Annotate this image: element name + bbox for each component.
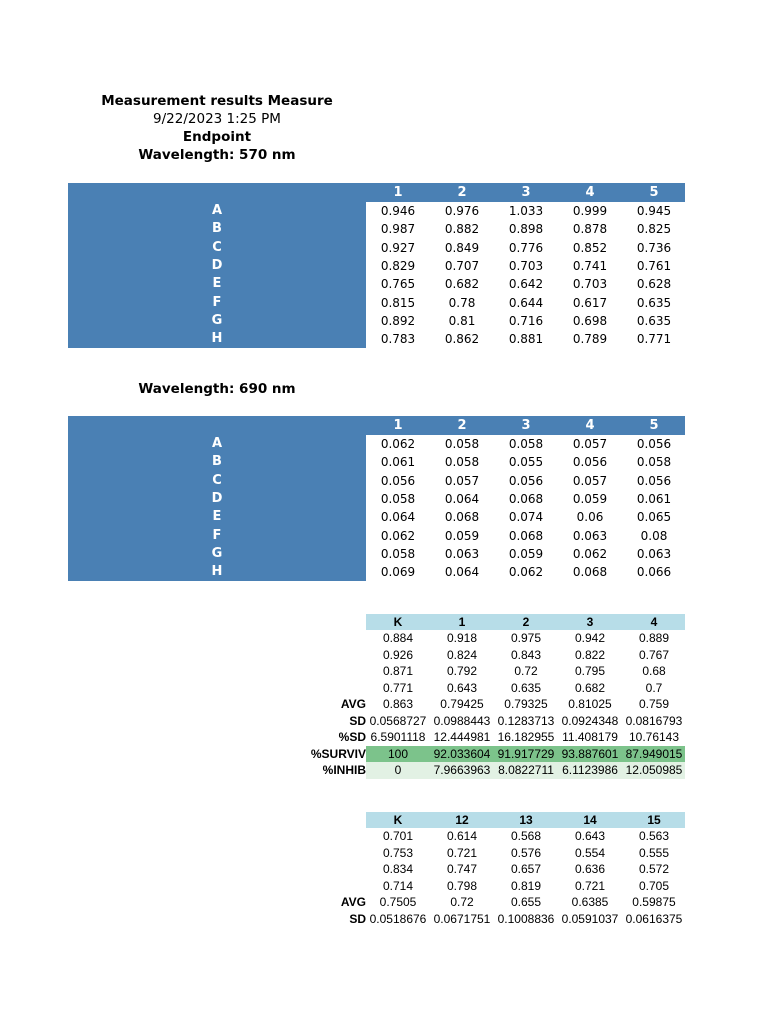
calc-value-cell: 0.767 — [638, 647, 670, 662]
calc-value-cell: 0.843 — [510, 647, 542, 662]
plate-cell: 0.927 — [380, 240, 416, 255]
plate-cell: 0.707 — [444, 258, 480, 273]
stat-value-cell: 0.863 — [382, 697, 414, 711]
plate-cell: 0.736 — [636, 240, 672, 255]
row-label: A — [211, 436, 223, 451]
calc-header-cell: K — [393, 615, 403, 629]
calc-value-cell: 0.822 — [574, 647, 606, 662]
plate-cell: 0.064 — [444, 491, 480, 506]
row-label: A — [211, 203, 223, 218]
calc-header-cell: 15 — [647, 813, 661, 827]
plate-cell: 0.635 — [636, 313, 672, 328]
plate-cell: 0.987 — [380, 222, 416, 237]
calc-value-cell: 0.657 — [510, 862, 542, 876]
plate-cell: 0.882 — [444, 222, 480, 237]
calc-header-cell: 4 — [650, 615, 658, 629]
stat-value-cell: 0.59875 — [632, 895, 676, 909]
calc-value-cell: 0.705 — [638, 878, 670, 893]
plate-cell: 0.642 — [508, 277, 544, 292]
stat-value-cell: 93.887601 — [561, 746, 619, 761]
calc-table-2 — [300, 812, 685, 930]
calc-value-cell: 0.753 — [382, 845, 414, 860]
read-mode: Endpoint — [182, 129, 252, 145]
calc-value-cell: 0.643 — [446, 680, 478, 695]
plate-cell: 0.741 — [572, 258, 608, 273]
plate-cell: 0.056 — [380, 473, 416, 488]
stat-label: %SD — [338, 730, 366, 744]
column-header: 4 — [585, 418, 595, 433]
row-label: B — [212, 221, 222, 237]
calc-value-cell: 0.824 — [446, 647, 478, 662]
calc-value-cell: 0.714 — [382, 878, 414, 893]
calc-header-cell: 1 — [458, 615, 466, 629]
stat-value-cell: 92.033604 — [433, 746, 491, 761]
row-label: E — [212, 276, 222, 292]
stat-value-cell: 0.72 — [450, 895, 474, 909]
plate-cell: 0.057 — [444, 473, 480, 488]
row-label: E — [212, 509, 222, 525]
plate-cell: 0.061 — [636, 491, 672, 506]
plate-cell: 0.068 — [572, 565, 608, 580]
plate-cell: 0.061 — [380, 455, 416, 470]
plate-cell: 0.976 — [444, 204, 480, 218]
report-datetime: 9/22/2023 1:25 PM — [153, 111, 281, 127]
calc-value-cell: 0.555 — [638, 845, 670, 860]
stat-label: SD — [349, 911, 366, 926]
plate-cell: 0.057 — [572, 437, 608, 451]
calc-value-cell: 0.795 — [574, 664, 606, 678]
column-header-bar — [366, 416, 685, 435]
calc-header-row — [366, 614, 685, 630]
calc-value-cell: 0.576 — [510, 845, 542, 860]
plate-cell: 0.062 — [508, 565, 544, 580]
plate-cell: 0.059 — [572, 491, 608, 506]
row-label: C — [212, 472, 222, 488]
plate-cell: 0.062 — [380, 528, 416, 543]
plate-cell: 0.862 — [444, 332, 480, 347]
plate-cell: 0.716 — [508, 313, 544, 328]
row-label: G — [211, 312, 223, 328]
plate-cell: 0.789 — [572, 332, 608, 347]
stat-value-cell: 0.759 — [638, 697, 670, 711]
calc-value-cell: 0.918 — [446, 631, 478, 645]
plate-cell: 0.055 — [508, 455, 544, 470]
plate-cell: 0.644 — [508, 295, 544, 310]
plate-cell: 0.783 — [380, 332, 416, 347]
plate-cell: 0.698 — [572, 313, 608, 328]
stat-value-cell: 8.0822711 — [498, 763, 554, 777]
stat-value-cell: 0.655 — [510, 895, 542, 909]
plate-cell: 0.064 — [444, 565, 480, 580]
plate-cell: 0.058 — [380, 546, 416, 561]
plate-cell: 0.058 — [380, 491, 416, 506]
plate-cell: 0.056 — [636, 437, 672, 451]
stat-value-cell: 0.1008836 — [497, 911, 555, 926]
plate-cell: 0.065 — [636, 510, 672, 525]
stat-value-cell: 100 — [387, 746, 409, 761]
plate-cell: 0.074 — [508, 510, 544, 525]
calc-value-cell: 0.819 — [510, 878, 542, 893]
stat-value-cell: 12.444981 — [433, 730, 491, 744]
calc-value-cell: 0.771 — [382, 680, 414, 695]
calc-value-cell: 0.926 — [382, 647, 414, 662]
stat-value-cell: 0.0816793 — [625, 713, 683, 728]
stat-value-cell: 0.0671751 — [433, 911, 491, 926]
stat-value-cell: 0.6385 — [571, 895, 609, 909]
plate-570-table — [68, 183, 685, 348]
stat-value-cell: 7.9663963 — [433, 763, 491, 777]
plate-cell: 0.062 — [380, 437, 416, 451]
plate-cell: 0.059 — [444, 528, 480, 543]
calc-value-cell: 0.889 — [638, 631, 670, 645]
plate-cell: 0.069 — [380, 565, 416, 580]
calc-value-cell: 0.884 — [382, 631, 414, 645]
row-label: B — [212, 454, 222, 470]
row-label: F — [212, 527, 222, 543]
plate-cell: 1.033 — [508, 204, 544, 218]
calc-value-cell: 0.721 — [446, 845, 478, 860]
stat-value-cell: 0.1283713 — [497, 713, 555, 728]
plate-cell: 0.628 — [636, 277, 672, 292]
calc-value-cell: 0.834 — [382, 862, 414, 876]
stat-value-cell: 16.182955 — [497, 730, 555, 744]
calc-value-cell: 0.643 — [574, 829, 606, 843]
stat-value-cell: 0.79325 — [504, 697, 548, 711]
plate-cell: 0.898 — [508, 222, 544, 237]
report-title: Measurement results Measure — [101, 93, 333, 109]
plate-cell: 0.066 — [636, 565, 672, 580]
column-header: 3 — [521, 418, 531, 433]
stat-value-cell: 0.0924348 — [561, 713, 619, 728]
plate-cell: 0.058 — [636, 455, 672, 470]
plate-cell: 0.682 — [444, 277, 480, 292]
plate-cell: 0.892 — [380, 313, 416, 328]
plate-cell: 0.056 — [508, 473, 544, 488]
calc-header-cell: 14 — [583, 813, 597, 827]
calc-value-cell: 0.635 — [510, 680, 542, 695]
calc-header-cell: 13 — [519, 813, 533, 827]
column-header: 3 — [521, 185, 531, 200]
stat-value-cell: 0.0616375 — [625, 911, 683, 926]
column-header-bar — [366, 183, 685, 202]
stat-value-cell: 10.76143 — [628, 730, 680, 744]
calc-value-cell: 0.701 — [382, 829, 414, 843]
calc-value-cell: 0.614 — [446, 829, 478, 843]
row-label: C — [212, 239, 222, 255]
calc-value-cell: 0.72 — [514, 664, 538, 678]
plate-cell: 0.703 — [508, 258, 544, 273]
calc-value-cell: 0.682 — [574, 680, 606, 695]
calc-value-cell: 0.975 — [510, 631, 542, 645]
plate-cell: 0.068 — [508, 491, 544, 506]
stat-value-cell: 12.050985 — [625, 763, 683, 777]
column-header: 5 — [649, 185, 659, 200]
column-header: 2 — [457, 185, 467, 200]
calc-value-cell: 0.721 — [574, 878, 606, 893]
stat-value-cell: 0.7505 — [379, 895, 417, 909]
row-label: F — [212, 294, 222, 310]
row-label: G — [211, 545, 223, 561]
plate-cell: 0.063 — [636, 546, 672, 561]
plate-cell: 0.761 — [636, 258, 672, 273]
plate-cell: 0.703 — [572, 277, 608, 292]
plate-cell: 0.058 — [444, 437, 480, 451]
plate-cell: 0.057 — [572, 473, 608, 488]
stat-label: %SURVIV — [310, 746, 366, 761]
plate-cell: 0.617 — [572, 295, 608, 310]
calc-header-cell: 12 — [455, 813, 469, 827]
plate-cell: 0.056 — [572, 455, 608, 470]
plate-cell: 0.058 — [444, 455, 480, 470]
plate-cell: 0.78 — [448, 295, 476, 310]
plate-cell: 0.064 — [380, 510, 416, 525]
calc-value-cell: 0.7 — [645, 680, 663, 695]
calc-header-cell: 3 — [586, 615, 594, 629]
calc-value-cell: 0.68 — [642, 664, 666, 678]
plate-cell: 0.825 — [636, 222, 672, 237]
stat-label: AVG — [340, 697, 366, 711]
stat-value-cell: 91.917729 — [497, 746, 555, 761]
plate-cell: 0.815 — [380, 295, 416, 310]
stat-value-cell: 0.0591037 — [561, 911, 619, 926]
column-header: 4 — [585, 185, 595, 200]
plate-cell: 0.849 — [444, 240, 480, 255]
plate-cell: 0.776 — [508, 240, 544, 255]
column-header: 1 — [393, 418, 403, 433]
calc-value-cell: 0.871 — [382, 664, 414, 678]
stat-value-cell: 0.0988443 — [433, 713, 491, 728]
row-label: D — [211, 490, 223, 506]
stat-label: %INHIB — [322, 763, 366, 777]
calc-value-cell: 0.572 — [638, 862, 670, 876]
report-header — [68, 92, 366, 164]
plate-cell: 0.068 — [444, 510, 480, 525]
row-label: H — [211, 331, 223, 347]
stat-value-cell: 87.949015 — [625, 746, 683, 761]
column-header: 1 — [393, 185, 403, 200]
stat-value-cell: 0.0568727 — [369, 713, 427, 728]
plate-cell: 0.056 — [636, 473, 672, 488]
plate-cell: 0.063 — [444, 546, 480, 561]
plate-cell: 0.068 — [508, 528, 544, 543]
plate-cell: 0.946 — [380, 204, 416, 218]
stat-value-cell: 0.0518676 — [369, 911, 427, 926]
calc-header-cell: 2 — [522, 615, 530, 629]
plate-cell: 0.058 — [508, 437, 544, 451]
calc-value-cell: 0.636 — [574, 862, 606, 876]
plate-cell: 0.829 — [380, 258, 416, 273]
column-header: 2 — [457, 418, 467, 433]
plate-cell: 0.881 — [508, 332, 544, 347]
stat-value-cell: 6.1123986 — [562, 763, 618, 777]
plate-cell: 0.945 — [636, 204, 672, 218]
calc-value-cell: 0.942 — [574, 631, 606, 645]
plate-cell: 0.765 — [380, 277, 416, 292]
plate-cell: 0.852 — [572, 240, 608, 255]
plate-cell: 0.878 — [572, 222, 608, 237]
plate-cell: 0.063 — [572, 528, 608, 543]
calc-value-cell: 0.563 — [638, 829, 670, 843]
calc-value-cell: 0.554 — [574, 845, 606, 860]
plate-cell: 0.08 — [640, 528, 668, 543]
calc-value-cell: 0.747 — [446, 862, 478, 876]
stat-label: SD — [349, 713, 366, 728]
stat-value-cell: 6.5901118 — [370, 730, 426, 744]
stat-value-cell: 0.79425 — [440, 697, 484, 711]
plate-cell: 0.062 — [572, 546, 608, 561]
plate-690-table — [68, 416, 685, 581]
stat-value-cell: 11.408179 — [562, 730, 618, 744]
calc-value-cell: 0.568 — [510, 829, 542, 843]
stat-value-cell: 0.81025 — [568, 697, 612, 711]
wavelength-570-title: Wavelength: 570 nm — [138, 147, 296, 163]
plate-cell: 0.635 — [636, 295, 672, 310]
stat-value-cell: 0 — [394, 763, 402, 777]
calc-header-row — [366, 812, 685, 828]
calc-value-cell: 0.792 — [446, 664, 478, 678]
wavelength-690-title: Wavelength: 690 nm — [138, 381, 296, 397]
row-label: D — [211, 257, 223, 273]
plate-cell: 0.81 — [448, 313, 476, 328]
row-label: H — [211, 564, 223, 580]
plate-cell: 0.771 — [636, 332, 672, 347]
column-header: 5 — [649, 418, 659, 433]
plate-cell: 0.059 — [508, 546, 544, 561]
calc-value-cell: 0.798 — [446, 878, 478, 893]
plate-cell: 0.999 — [572, 204, 608, 218]
calc-table-1 — [300, 614, 685, 782]
plate-cell: 0.06 — [576, 510, 604, 525]
stat-label: AVG — [340, 895, 366, 909]
calc-header-cell: K — [393, 813, 403, 827]
